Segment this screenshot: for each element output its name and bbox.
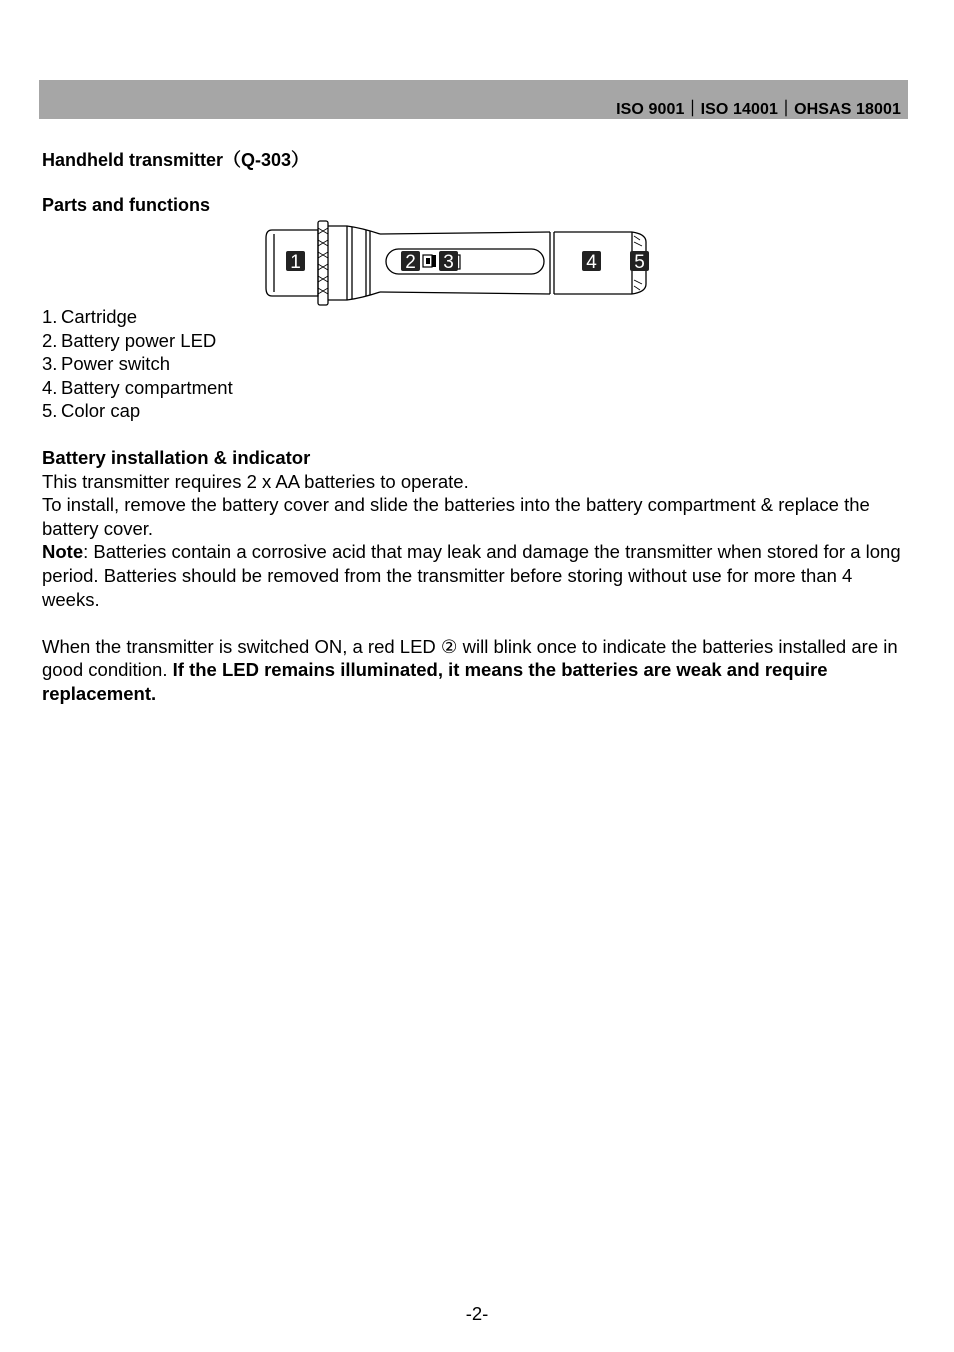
battery-note <box>42 540 912 611</box>
page-title: Handheld transmitter（Q-303） <box>42 150 310 170</box>
part-label: Battery compartment <box>61 376 233 398</box>
battery-section <box>42 446 912 706</box>
svg-text:2: 2 <box>405 252 416 273</box>
list-item <box>42 399 233 423</box>
part-number: 3. <box>42 353 58 374</box>
list-item <box>42 352 233 376</box>
parts-heading: Parts and functions <box>42 195 211 215</box>
led-description: When the transmitter is switched ON, a red LED ② will blink once to indicate the batteries installed are in good condition. <box>42 635 898 681</box>
note-text: : Batteries contain a corrosive acid that may leak and damage the transmitter when stored for a long period. Batteries should be removed from the transmitter before storing without use for more than 4 weeks. <box>42 541 901 610</box>
part-number: 4. <box>42 376 58 398</box>
svg-text:3: 3 <box>443 252 454 273</box>
battery-requirement: This transmitter requires 2 x AA batteries to operate. <box>42 470 469 492</box>
transmitter-diagram <box>262 218 654 308</box>
part-number: 1. <box>42 306 58 327</box>
cartridge-ring <box>318 221 328 305</box>
note-label: Note <box>42 541 84 563</box>
page-number: -2- <box>465 1303 489 1324</box>
svg-text:1: 1 <box>290 252 301 273</box>
part-label: Color cap <box>61 400 141 421</box>
install-instructions: To install, remove the battery cover and slide the batteries into the battery compartment & replace the battery cover. <box>42 494 870 539</box>
header-bar <box>39 80 908 119</box>
list-item <box>42 376 233 400</box>
part-label: Power switch <box>61 353 170 374</box>
body-neck <box>328 226 380 300</box>
part-label: Battery power LED <box>61 329 217 351</box>
list-item <box>42 329 233 353</box>
callout-badge-1 <box>286 251 305 273</box>
led-indicator-text <box>42 635 912 706</box>
part-number: 5. <box>42 400 58 421</box>
led-warning: If the LED remains illuminated, it means the batteries are weak and require replacement. <box>42 659 828 704</box>
svg-text:5: 5 <box>634 252 645 273</box>
battery-heading: Battery installation & indicator <box>42 447 311 468</box>
list-item <box>42 305 233 329</box>
part-label: Cartridge <box>61 306 138 327</box>
callout-badge-5 <box>630 251 649 273</box>
callout-badge-4 <box>582 251 601 273</box>
svg-text:4: 4 <box>586 252 597 273</box>
iso-standards: ISO 9001｜ISO 14001｜OHSAS 18001 <box>616 101 901 118</box>
part-number: 2. <box>42 329 58 351</box>
callout-badge-2 <box>401 251 420 273</box>
parts-list <box>42 305 233 423</box>
callout-badge-3 <box>439 251 458 273</box>
